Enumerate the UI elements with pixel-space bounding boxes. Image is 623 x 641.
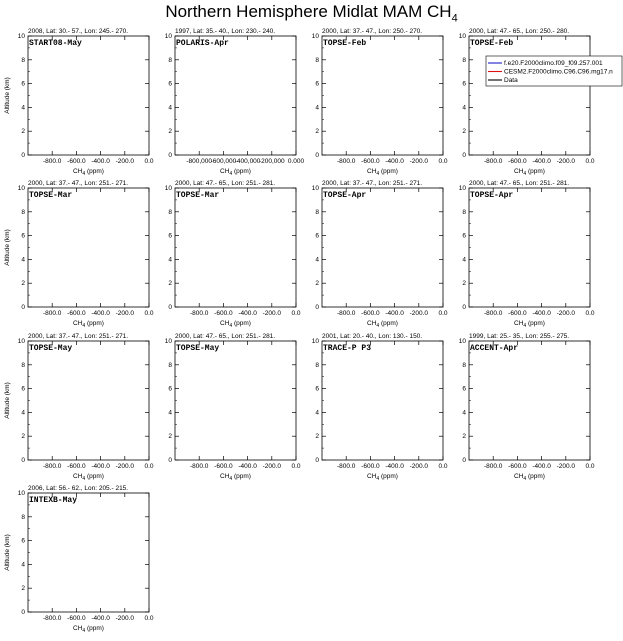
x-axis-label-subscript: 4 xyxy=(523,323,527,329)
x-tick-label: -200,000 xyxy=(258,158,285,165)
x-axis-label-text: CH xyxy=(73,320,83,327)
x-tick-label: -800.0 xyxy=(336,310,356,317)
y-tick-label: 10 xyxy=(164,185,172,192)
chart-panel-7 xyxy=(312,180,448,329)
x-axis-label-unit: (ppm) xyxy=(85,168,104,175)
y-tick-label: 8 xyxy=(21,513,25,521)
x-axis-label-subscript: 4 xyxy=(376,323,380,329)
x-tick-label: -800.0 xyxy=(42,463,62,470)
y-tick-label: 6 xyxy=(21,80,25,88)
y-tick-label: 2 xyxy=(21,585,25,593)
legend-label: Data xyxy=(504,77,518,84)
x-tick-label: 0.0 xyxy=(144,310,154,317)
y-tick-label: 2 xyxy=(315,280,319,288)
y-axis-label: Altitude (km) xyxy=(4,534,11,571)
x-tick-label: -800.0 xyxy=(42,310,62,317)
panel-subtitle: 2000, Lat: 47.- 65., Lon: 251.- 281. xyxy=(175,180,276,187)
chart-panel-5 xyxy=(4,180,154,329)
chart-panel-11 xyxy=(312,333,448,482)
y-tick-label: 4 xyxy=(315,104,319,112)
x-tick-label: 0.0 xyxy=(585,463,595,470)
y-tick-label: 4 xyxy=(168,104,172,112)
x-tick-label: -200.0 xyxy=(115,158,135,165)
x-tick-label: -800.0 xyxy=(189,463,209,470)
x-tick-label: -600.0 xyxy=(214,463,233,470)
x-axis-label-text: CH xyxy=(220,320,230,327)
panel-subtitle: 2000, Lat: 37.- 47., Lon: 251.- 271. xyxy=(28,333,129,340)
campaign-label: TOPSE-Feb xyxy=(470,39,514,48)
y-tick-label: 10 xyxy=(311,33,319,40)
y-tick-label: 6 xyxy=(315,80,319,88)
x-axis-label-subscript: 4 xyxy=(376,476,380,482)
x-tick-label: 0.0 xyxy=(438,310,448,317)
x-tick-label: 0.0 xyxy=(144,158,154,165)
y-tick-label: 6 xyxy=(168,80,172,88)
y-tick-label: 8 xyxy=(21,208,25,216)
y-tick-label: 0 xyxy=(462,304,466,311)
x-tick-label: -800.0 xyxy=(336,158,356,165)
x-axis-label-subscript: 4 xyxy=(82,323,86,329)
x-tick-label: -400.0 xyxy=(91,463,110,470)
chart-panel-3 xyxy=(312,28,448,177)
x-axis-label-unit: (ppm) xyxy=(526,320,545,327)
x-axis-label xyxy=(73,320,104,329)
x-tick-label: -200.0 xyxy=(262,463,282,470)
y-tick-label: 8 xyxy=(315,361,319,369)
x-tick-label: 0.0 xyxy=(291,310,301,317)
x-axis-label-text: CH xyxy=(514,473,524,480)
figure-title-text: Northern Hemisphere Midlat MAM CH xyxy=(165,2,452,21)
x-tick-label: -800.0 xyxy=(189,310,209,317)
y-tick-label: 10 xyxy=(164,338,172,345)
y-tick-label: 10 xyxy=(311,338,319,345)
panel-subtitle: 2000, Lat: 37.- 47., Lon: 250.- 270. xyxy=(322,28,423,35)
x-axis-label-unit: (ppm) xyxy=(526,473,545,480)
y-tick-label: 0 xyxy=(168,457,172,464)
panel-subtitle: 2000, Lat: 47.- 65., Lon: 251.- 281. xyxy=(175,333,276,340)
x-tick-label: -800,000 xyxy=(186,158,213,165)
y-tick-label: 4 xyxy=(462,256,466,264)
campaign-label: TOPSE-Apr xyxy=(323,191,367,200)
campaign-label: TOPSE-Feb xyxy=(323,39,367,48)
y-tick-label: 0 xyxy=(168,304,172,311)
x-tick-label: -200.0 xyxy=(115,463,135,470)
x-axis-label-unit: (ppm) xyxy=(379,320,398,327)
panel-subtitle: 2001, Lat: 20.- 40., Lon: 130.- 150. xyxy=(322,333,423,340)
y-tick-label: 0 xyxy=(315,304,319,311)
y-tick-label: 4 xyxy=(21,256,25,264)
y-tick-label: 10 xyxy=(17,338,25,345)
x-tick-label: -200.0 xyxy=(409,310,429,317)
y-tick-label: 2 xyxy=(21,433,25,441)
y-tick-label: 8 xyxy=(168,56,172,64)
x-tick-label: -800.0 xyxy=(483,310,503,317)
x-axis-label xyxy=(514,168,545,177)
chart-panel-10 xyxy=(165,333,301,482)
y-tick-label: 4 xyxy=(315,409,319,417)
x-tick-label: -200.0 xyxy=(556,158,576,165)
y-tick-label: 0 xyxy=(315,457,319,464)
x-axis-label-subscript: 4 xyxy=(82,171,86,177)
y-tick-label: 6 xyxy=(462,232,466,240)
x-axis-label xyxy=(220,320,251,329)
x-axis-label-text: CH xyxy=(73,473,83,480)
y-tick-label: 10 xyxy=(17,185,25,192)
x-tick-label: -600.0 xyxy=(361,463,380,470)
campaign-label: TOPSE-Mar xyxy=(176,191,220,200)
x-axis-label xyxy=(73,168,104,177)
y-tick-label: 6 xyxy=(315,385,319,393)
y-tick-label: 6 xyxy=(21,385,25,393)
x-axis-label-text: CH xyxy=(220,168,230,175)
chart-panel-2 xyxy=(165,28,305,177)
x-axis-label xyxy=(514,473,545,482)
y-tick-label: 2 xyxy=(315,433,319,441)
y-tick-label: 0 xyxy=(21,457,25,464)
chart-panel-8 xyxy=(459,180,595,329)
y-tick-label: 2 xyxy=(21,128,25,136)
x-tick-label: -600.0 xyxy=(67,615,86,622)
panel-subtitle: 2000, Lat: 47.- 65., Lon: 251.- 281. xyxy=(469,180,570,187)
x-tick-label: -200.0 xyxy=(556,463,576,470)
x-axis-label-unit: (ppm) xyxy=(85,473,104,480)
y-tick-label: 8 xyxy=(462,208,466,216)
y-tick-label: 6 xyxy=(462,80,466,88)
y-tick-label: 10 xyxy=(458,33,466,40)
y-tick-label: 10 xyxy=(17,490,25,497)
panel-subtitle: 1997, Lat: 35.- 40., Lon: 230.- 240. xyxy=(175,28,276,35)
x-tick-label: -400.0 xyxy=(238,310,257,317)
x-axis-label-text: CH xyxy=(73,168,83,175)
plot-frame xyxy=(469,341,590,460)
plot-frame xyxy=(322,341,443,460)
y-tick-label: 6 xyxy=(21,232,25,240)
x-tick-label: -600.0 xyxy=(67,463,86,470)
x-tick-label: -800.0 xyxy=(42,158,62,165)
x-axis-label-subscript: 4 xyxy=(82,628,86,634)
y-tick-label: 6 xyxy=(21,537,25,545)
panel-subtitle: 2006, Lat: 56.- 62., Lon: 205.- 215. xyxy=(28,485,129,492)
y-tick-label: 10 xyxy=(458,338,466,345)
x-tick-label: -400.0 xyxy=(91,158,110,165)
plot-frame xyxy=(28,36,149,155)
x-tick-label: -800.0 xyxy=(42,615,62,622)
x-axis-label-unit: (ppm) xyxy=(379,168,398,175)
y-tick-label: 2 xyxy=(21,280,25,288)
x-tick-label: -200.0 xyxy=(262,310,282,317)
x-axis-label-subscript: 4 xyxy=(376,171,380,177)
x-tick-label: -400.0 xyxy=(385,310,404,317)
campaign-label: START08-May xyxy=(29,39,82,48)
x-tick-label: 0.0 xyxy=(144,615,154,622)
plot-frame xyxy=(28,341,149,460)
campaign-label: TRACE-P P3 xyxy=(323,344,372,353)
x-tick-label: -400.0 xyxy=(238,463,257,470)
x-axis-label-unit: (ppm) xyxy=(85,320,104,327)
x-axis-label xyxy=(73,473,104,482)
panel-subtitle: 2000, Lat: 37.- 47., Lon: 251.- 271. xyxy=(28,180,129,187)
x-axis-label xyxy=(220,473,251,482)
panel-subtitle: 2000, Lat: 37.- 47., Lon: 251.- 271. xyxy=(322,180,423,187)
x-axis-label-subscript: 4 xyxy=(523,476,527,482)
x-axis-label-text: CH xyxy=(514,168,524,175)
x-tick-label: -600.0 xyxy=(67,158,86,165)
x-axis-label-text: CH xyxy=(514,320,524,327)
x-tick-label: -600.0 xyxy=(214,310,233,317)
x-tick-label: -400.0 xyxy=(532,463,551,470)
x-tick-label: 0.0 xyxy=(438,158,448,165)
campaign-label: POLARIS-Apr xyxy=(176,39,229,48)
y-tick-label: 4 xyxy=(21,104,25,112)
x-axis-label-text: CH xyxy=(367,320,377,327)
x-tick-label: -800.0 xyxy=(336,463,356,470)
y-tick-label: 0 xyxy=(168,152,172,159)
x-axis-label-unit: (ppm) xyxy=(379,473,398,480)
y-tick-label: 10 xyxy=(311,185,319,192)
x-axis-label-text: CH xyxy=(220,473,230,480)
x-tick-label: -400,000 xyxy=(234,158,261,165)
x-tick-label: -600.0 xyxy=(67,310,86,317)
y-tick-label: 4 xyxy=(21,409,25,417)
y-tick-label: 0 xyxy=(21,304,25,311)
plot-frame xyxy=(322,188,443,307)
y-tick-label: 4 xyxy=(462,409,466,417)
y-axis-label: Altitude (km) xyxy=(4,229,11,266)
x-tick-label: 0.0 xyxy=(291,463,301,470)
chart-panel-13 xyxy=(4,485,154,634)
x-tick-label: -200.0 xyxy=(556,310,576,317)
y-tick-label: 2 xyxy=(168,280,172,288)
plot-frame xyxy=(175,341,296,460)
legend-label: f.e20.F2000climo.f09_f09.257.001 xyxy=(504,60,603,67)
chart-panel-1 xyxy=(4,28,154,177)
x-axis-label xyxy=(220,168,251,177)
y-tick-label: 0 xyxy=(21,609,25,616)
y-axis-label: Altitude (km) xyxy=(4,77,11,114)
x-tick-label: -200.0 xyxy=(409,158,429,165)
x-axis-label-subscript: 4 xyxy=(523,171,527,177)
y-tick-label: 0 xyxy=(21,152,25,159)
x-tick-label: -600.0 xyxy=(361,310,380,317)
x-axis-label xyxy=(367,320,398,329)
y-tick-label: 2 xyxy=(462,128,466,136)
x-axis-label-subscript: 4 xyxy=(229,171,233,177)
y-tick-label: 8 xyxy=(21,361,25,369)
y-tick-label: 10 xyxy=(164,33,172,40)
chart-panel-9 xyxy=(4,333,154,482)
y-tick-label: 8 xyxy=(21,56,25,64)
x-tick-label: -800.0 xyxy=(483,463,503,470)
figure-title-subscript: 4 xyxy=(451,12,458,25)
y-tick-label: 2 xyxy=(462,433,466,441)
x-axis-label-unit: (ppm) xyxy=(232,473,251,480)
x-tick-label: -400.0 xyxy=(385,463,404,470)
chart-panel-12 xyxy=(459,333,595,482)
x-axis-label-subscript: 4 xyxy=(229,323,233,329)
x-axis-label xyxy=(367,168,398,177)
plot-frame xyxy=(28,188,149,307)
y-tick-label: 8 xyxy=(462,361,466,369)
x-tick-label: -800.0 xyxy=(483,158,503,165)
y-tick-label: 8 xyxy=(168,361,172,369)
y-tick-label: 6 xyxy=(462,385,466,393)
panel-subtitle: 2000, Lat: 47.- 65., Lon: 250.- 280. xyxy=(469,28,570,35)
y-tick-label: 2 xyxy=(168,128,172,136)
y-tick-label: 4 xyxy=(168,256,172,264)
y-tick-label: 6 xyxy=(168,385,172,393)
panel-subtitle: 2008, Lat: 30.- 57., Lon: 245.- 270. xyxy=(28,28,129,35)
x-tick-label: 0.000 xyxy=(287,158,305,165)
legend-label: CESM2.F2000climo.C96.C96.mg17.n xyxy=(504,68,613,76)
y-tick-label: 2 xyxy=(168,433,172,441)
x-tick-label: -600.0 xyxy=(508,310,527,317)
x-tick-label: -200.0 xyxy=(115,615,135,622)
x-tick-label: -400.0 xyxy=(532,310,551,317)
y-tick-label: 6 xyxy=(315,232,319,240)
x-axis-label-text: CH xyxy=(367,473,377,480)
x-axis-label-text: CH xyxy=(367,168,377,175)
x-tick-label: -400.0 xyxy=(532,158,551,165)
plot-frame xyxy=(175,188,296,307)
y-tick-label: 0 xyxy=(462,457,466,464)
y-tick-label: 0 xyxy=(462,152,466,159)
x-tick-label: 0.0 xyxy=(438,463,448,470)
x-axis-label-unit: (ppm) xyxy=(232,168,251,175)
x-axis-label xyxy=(367,473,398,482)
x-tick-label: 0.0 xyxy=(585,310,595,317)
y-tick-label: 0 xyxy=(315,152,319,159)
chart-panel-6 xyxy=(165,180,301,329)
x-axis-label-unit: (ppm) xyxy=(232,320,251,327)
campaign-label: ACCENT-Apr xyxy=(470,344,519,353)
y-tick-label: 8 xyxy=(315,56,319,64)
x-axis-label-subscript: 4 xyxy=(82,476,86,482)
y-tick-label: 4 xyxy=(168,409,172,417)
x-tick-label: 0.0 xyxy=(144,463,154,470)
y-tick-label: 8 xyxy=(315,208,319,216)
campaign-label: TOPSE-Apr xyxy=(470,191,514,200)
x-tick-label: -600.0 xyxy=(508,158,527,165)
panel-subtitle: 1999, Lat: 25.- 35., Lon: 255.- 275. xyxy=(469,333,570,340)
campaign-label: TOPSE-May xyxy=(176,344,220,353)
x-tick-label: 0.0 xyxy=(585,158,595,165)
x-axis-label-unit: (ppm) xyxy=(85,625,104,632)
x-tick-label: -200.0 xyxy=(115,310,135,317)
y-tick-label: 4 xyxy=(315,256,319,264)
y-tick-label: 4 xyxy=(462,104,466,112)
plot-frame xyxy=(28,493,149,612)
x-tick-label: -400.0 xyxy=(91,310,110,317)
x-axis-label xyxy=(73,625,104,634)
plot-frame xyxy=(469,36,590,155)
campaign-label: INTEXB-May xyxy=(29,496,78,505)
x-tick-label: -600,000 xyxy=(210,158,237,165)
y-tick-label: 8 xyxy=(168,208,172,216)
campaign-label: TOPSE-May xyxy=(29,344,73,353)
legend xyxy=(486,56,622,86)
x-tick-label: -400.0 xyxy=(91,615,110,622)
x-tick-label: -200.0 xyxy=(409,463,429,470)
x-axis-label xyxy=(514,320,545,329)
x-axis-label-subscript: 4 xyxy=(229,476,233,482)
plot-frame xyxy=(469,188,590,307)
plot-frame xyxy=(175,36,296,155)
x-tick-label: -400.0 xyxy=(385,158,404,165)
y-tick-label: 2 xyxy=(315,128,319,136)
y-tick-label: 8 xyxy=(462,56,466,64)
campaign-label: TOPSE-Mar xyxy=(29,191,73,200)
x-tick-label: -600.0 xyxy=(361,158,380,165)
x-tick-label: -600.0 xyxy=(508,463,527,470)
y-tick-label: 2 xyxy=(462,280,466,288)
y-tick-label: 6 xyxy=(168,232,172,240)
y-tick-label: 10 xyxy=(17,33,25,40)
y-tick-label: 4 xyxy=(21,561,25,569)
plot-frame xyxy=(322,36,443,155)
y-axis-label: Altitude (km) xyxy=(4,382,11,419)
y-tick-label: 10 xyxy=(458,185,466,192)
x-axis-label-unit: (ppm) xyxy=(526,168,545,175)
chart-panel-4 xyxy=(459,28,622,177)
x-axis-label-text: CH xyxy=(73,625,83,632)
